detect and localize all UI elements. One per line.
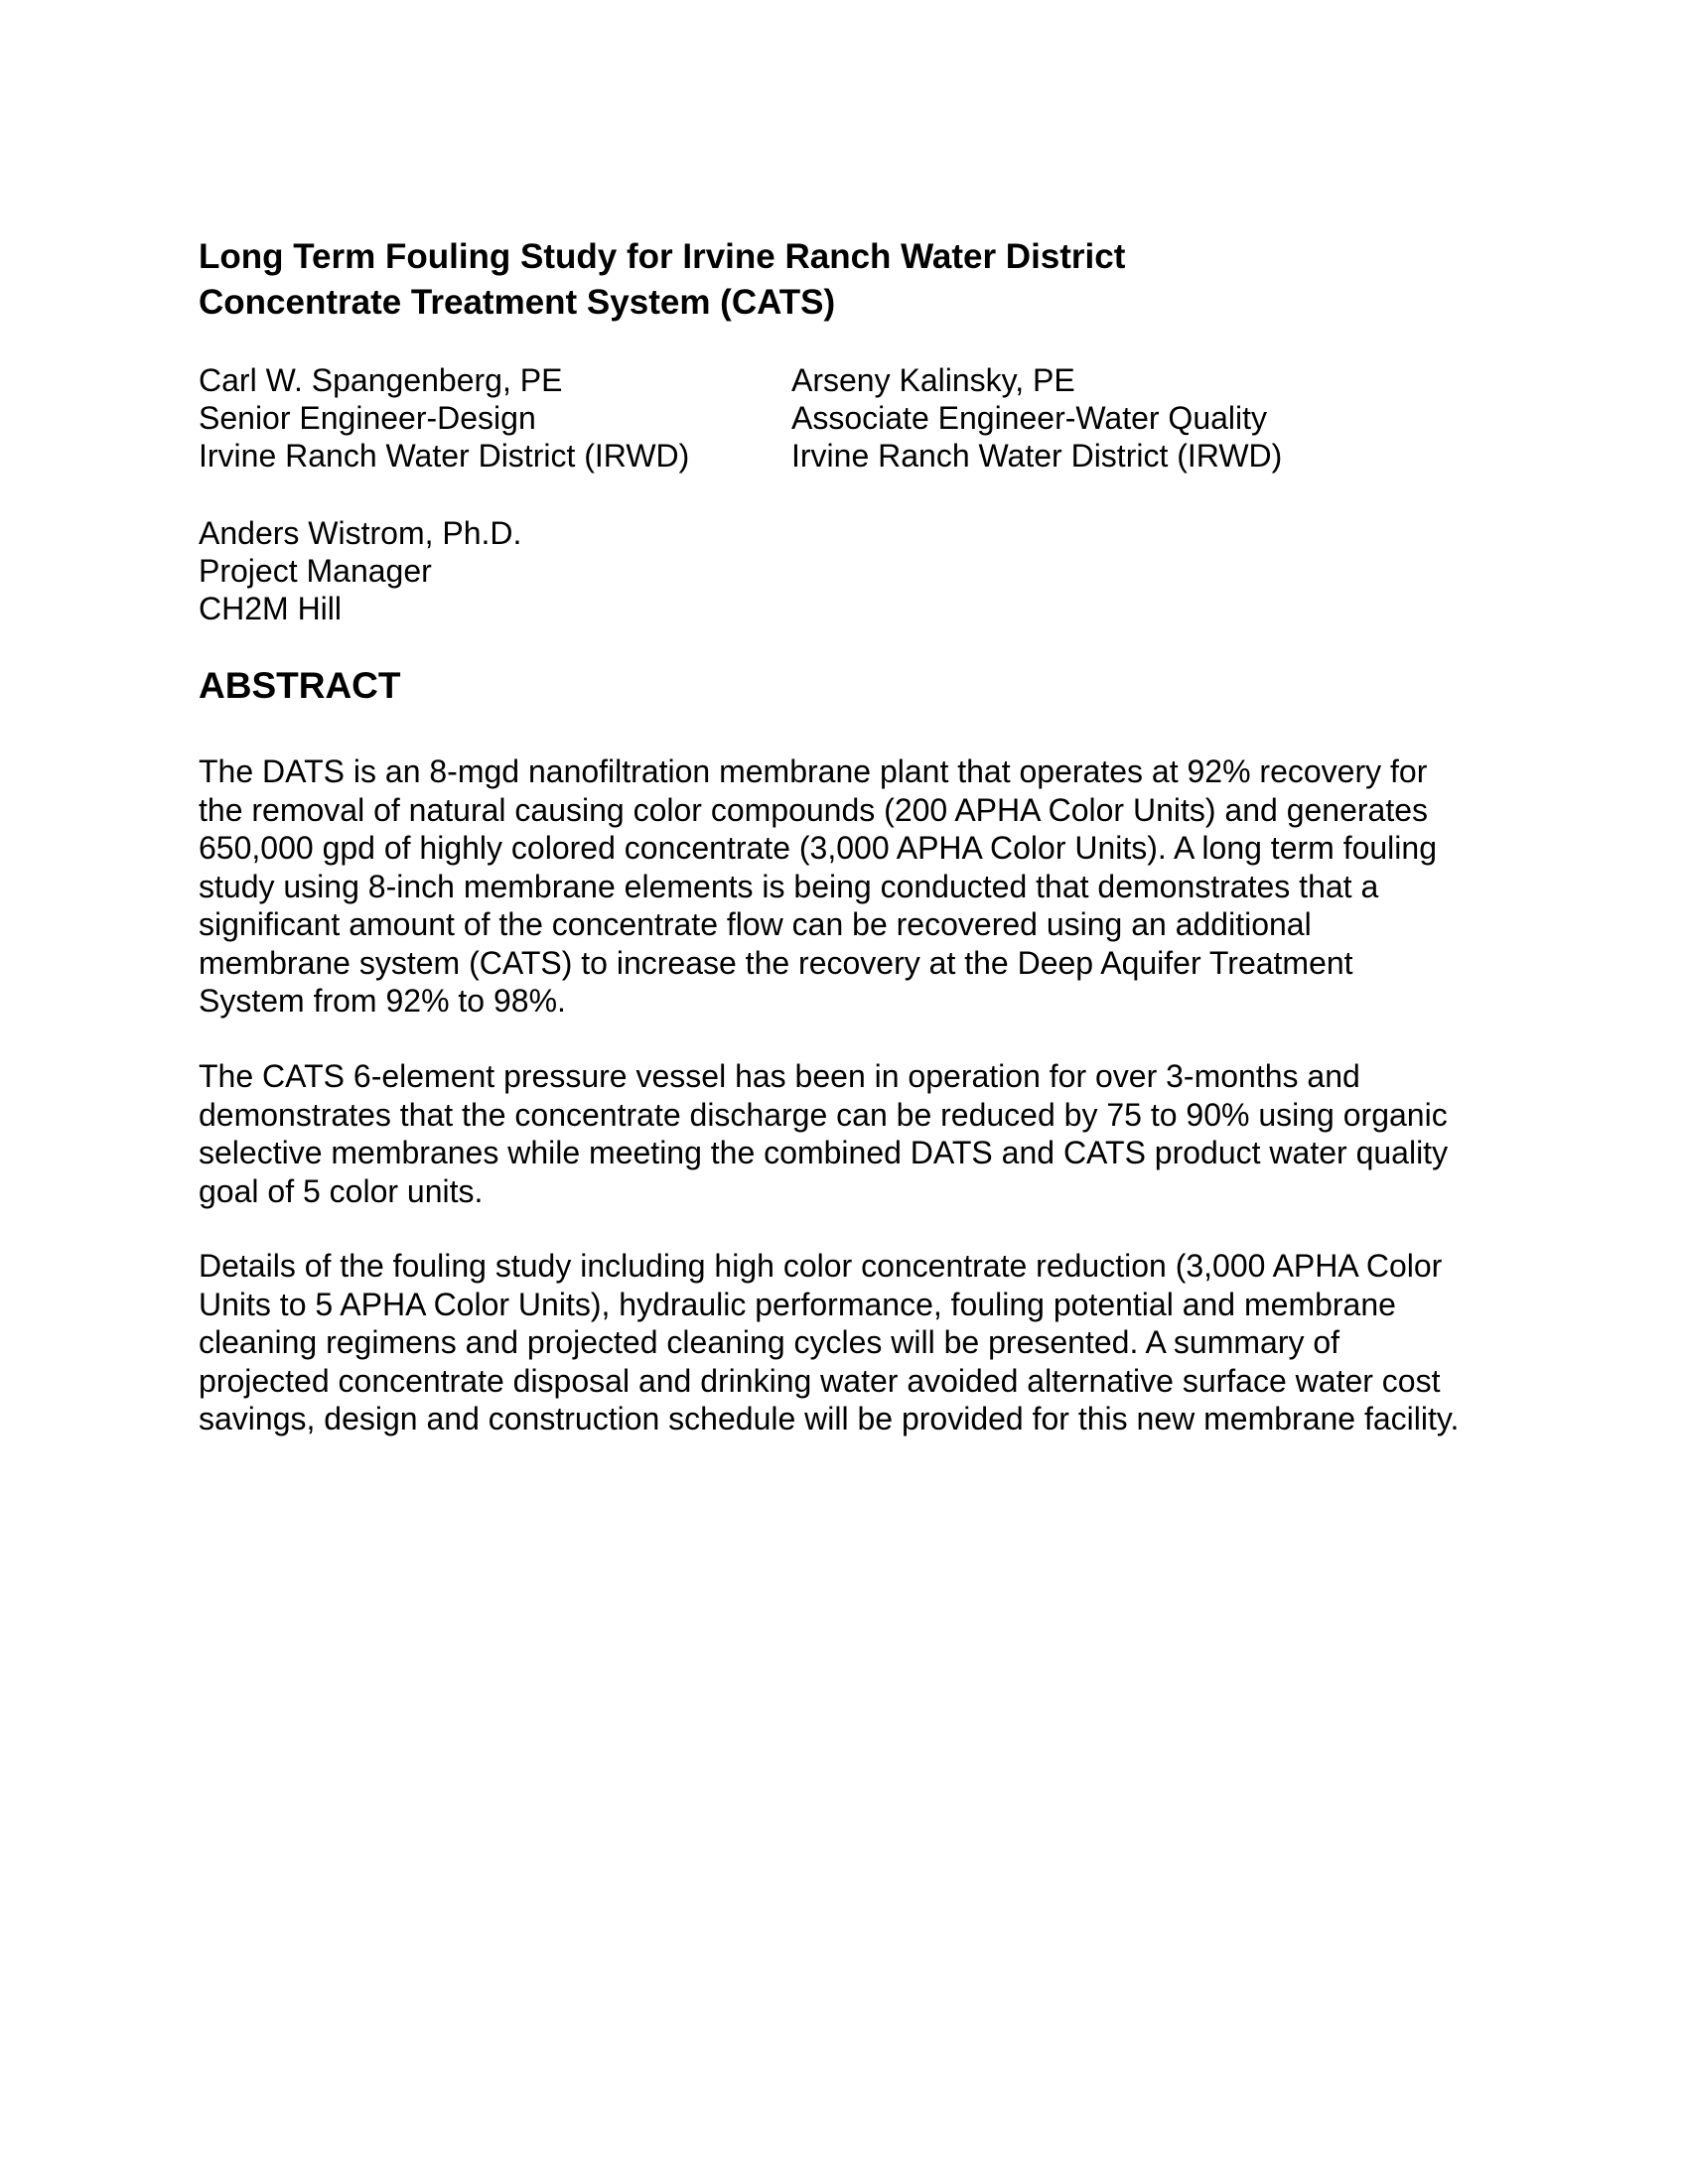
abstract-paragraph-3 [199,1247,1459,1438]
author-name: Anders Wistrom, Ph.D. [199,515,522,551]
author-name: Carl W. Spangenberg, PE [199,362,563,398]
paragraph-line: significant amount of the concentrate flow can be recovered using an additional [199,906,1312,942]
paragraph-line: selective membranes while meeting the combined DATS and CATS product water quality [199,1135,1449,1170]
paragraph-line: membrane system (CATS) to increase the recovery at the Deep Aquifer Treatment [199,944,1353,981]
abstract-paragraph-1 [199,752,1437,1021]
paragraph-line: Units to 5 APHA Color Units), hydraulic performance, fouling potential and membrane [199,1286,1396,1322]
paragraph-line: study using 8-inch membrane elements is being conducted that demonstrates that a [199,868,1379,904]
paragraph-line: cleaning regimens and projected cleaning cycles will be presented. A summary of [199,1324,1340,1360]
paragraph-line: savings, design and construction schedule will be provided for this new membrane facility. [199,1401,1460,1436]
author-block-kalinsky [791,361,1282,475]
author-block-spangenberg [199,361,689,475]
paragraph-line: the removal of natural causing color compounds (200 APHA Color Units) and generates [199,791,1429,828]
paragraph-line: The DATS is an 8-mgd nanofiltration membrane plant that operates at 92% recovery for [199,753,1428,789]
paragraph-line: System from 92% to 98%. [199,983,566,1019]
abstract-paragraph-2 [199,1057,1448,1210]
author-role: Senior Engineer-Design [199,400,536,436]
paragraph-line: 650,000 gpd of highly colored concentrate (3,000 APHA Color Units). A long term fouling [199,830,1437,866]
author-role: Associate Engineer-Water Quality [791,400,1268,436]
author-block-wistrom [199,514,521,627]
paper-title-line-2: Concentrate Treatment System (CATS) [199,283,836,322]
author-affiliation: Irvine Ranch Water District (IRWD) [199,438,690,474]
abstract-heading: ABSTRACT [199,665,401,706]
paragraph-line: goal of 5 color units. [199,1172,484,1209]
author-affiliation: CH2M Hill [199,591,342,626]
author-role: Project Manager [199,553,432,589]
paragraph-line: The CATS 6-element pressure vessel has been in operation for over 3-months and [199,1058,1360,1094]
author-name: Arseny Kalinsky, PE [791,362,1075,398]
paper-title [199,234,1509,326]
paragraph-line: demonstrates that the concentrate discharge can be reduced by 75 to 90% using organic [199,1096,1448,1133]
paragraph-line: projected concentrate disposal and drinking water avoided alternative surface water cost [199,1362,1441,1399]
paper-title-line-1: Long Term Fouling Study for Irvine Ranch Water District [199,237,1126,276]
paragraph-line: Details of the fouling study including high color concentrate reduction (3,000 APHA Color [199,1248,1443,1284]
author-affiliation: Irvine Ranch Water District (IRWD) [791,438,1283,474]
